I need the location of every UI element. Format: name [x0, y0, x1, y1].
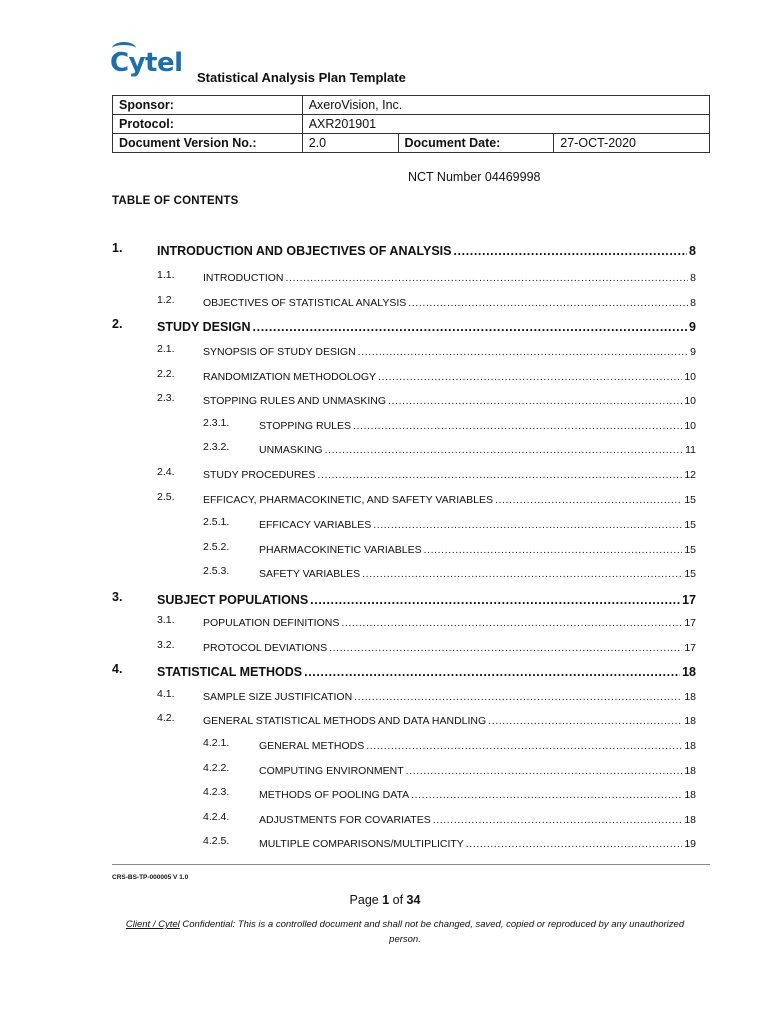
toc-entry-number: 4.2.1.	[203, 737, 230, 749]
toc-leader-dots	[317, 469, 682, 481]
toc-leader-dots	[304, 665, 680, 679]
toc-entry-title: STATISTICAL METHODS	[157, 665, 303, 679]
toc-entry-4-2[interactable]	[157, 712, 696, 727]
toc-entry-page: 18	[684, 691, 696, 703]
toc-entry-title: METHODS OF POOLING DATA	[259, 789, 410, 801]
document-info-table	[112, 95, 710, 153]
toc-entry-title: PHARMACOKINETIC VARIABLES	[259, 544, 422, 556]
toc-entry-number: 4.2.4.	[203, 811, 230, 823]
toc-entry-title: SAMPLE SIZE JUSTIFICATION	[203, 691, 353, 703]
toc-entry-number: 2.2.	[157, 368, 175, 380]
toc-entry-title: RANDOMIZATION METHODOLOGY	[203, 371, 377, 383]
toc-leader-dots	[341, 617, 682, 629]
toc-leader-dots	[406, 765, 683, 777]
toc-entry-title: EFFICACY, PHARMACOKINETIC, AND SAFETY VARIABLES	[203, 494, 493, 506]
toc-entry-title: STUDY PROCEDURES	[203, 469, 316, 481]
toc-entry-page: 18	[684, 765, 696, 777]
toc-entry-2-4[interactable]	[157, 466, 696, 481]
toc-entry-2-3-2[interactable]	[203, 441, 696, 456]
toc-entry-page: 9	[690, 346, 696, 358]
toc-leader-dots	[353, 420, 682, 432]
toc-entry-title: SAFETY VARIABLES	[259, 568, 361, 580]
page-number	[0, 893, 770, 907]
toc-entry-4-2-2[interactable]	[203, 762, 696, 777]
toc-entry-page: 17	[684, 642, 696, 654]
toc-leader-dots	[358, 346, 688, 358]
cytel-logo	[110, 46, 182, 80]
toc-entry-1-1[interactable]	[157, 269, 696, 284]
toc-entry-page: 15	[684, 494, 696, 506]
toc-entry-page: 18	[682, 665, 696, 679]
toc-entry-number: 1.1.	[157, 269, 175, 281]
toc-entry-page: 18	[684, 740, 696, 752]
toc-entry-page: 8	[690, 272, 696, 284]
footer-document-code: CRS-BS-TP-000005 V 1.0	[112, 874, 189, 881]
logo-text: Cytel	[110, 48, 183, 78]
toc-leader-dots	[495, 494, 682, 506]
page-current: 1	[382, 893, 390, 907]
toc-entry-page: 10	[684, 371, 696, 383]
protocol-label: Protocol:	[113, 115, 303, 134]
toc-entry-4[interactable]	[112, 662, 696, 679]
toc-leader-dots	[325, 444, 684, 456]
toc-entry-number: 2.5.2.	[203, 541, 230, 553]
toc-entry-title: SUBJECT POPULATIONS	[157, 593, 309, 607]
toc-entry-1-2[interactable]	[157, 294, 696, 309]
toc-entry-title: GENERAL METHODS	[259, 740, 365, 752]
toc-entry-page: 18	[684, 715, 696, 727]
toc-entry-number: 2.1.	[157, 343, 175, 355]
protocol-value: AXR201901	[302, 115, 709, 134]
nct-number: NCT Number 04469998	[408, 170, 541, 184]
toc-entry-title: COMPUTING ENVIRONMENT	[259, 765, 404, 777]
toc-heading: TABLE OF CONTENTS	[112, 195, 239, 207]
footer-divider	[112, 864, 710, 865]
date-value: 27-OCT-2020	[554, 134, 710, 153]
toc-entry-title: ADJUSTMENTS FOR COVARIATES	[259, 814, 431, 826]
toc-entry-title: PROTOCOL DEVIATIONS	[203, 642, 328, 654]
toc-entry-page: 18	[684, 789, 696, 801]
toc-entry-number: 1.2.	[157, 294, 175, 306]
toc-leader-dots	[362, 568, 682, 580]
toc-entry-3-1[interactable]	[157, 614, 696, 629]
toc-entry-number: 2.3.2.	[203, 441, 230, 453]
toc-entry-4-2-1[interactable]	[203, 737, 696, 752]
toc-leader-dots	[424, 544, 683, 556]
toc-entry-title: SYNOPSIS OF STUDY DESIGN	[203, 346, 356, 358]
toc-leader-dots	[366, 740, 682, 752]
toc-entry-2-5-2[interactable]	[203, 541, 696, 556]
toc-entry-page: 10	[684, 395, 696, 407]
toc-leader-dots	[408, 297, 688, 309]
page-of: of	[389, 893, 407, 907]
toc-entry-title: EFFICACY VARIABLES	[259, 519, 372, 531]
sponsor-label: Sponsor:	[113, 96, 303, 115]
toc-leader-dots	[354, 691, 682, 703]
toc-entry-2-5-1[interactable]	[203, 516, 696, 531]
toc-entry-2-3-1[interactable]	[203, 417, 696, 432]
toc-leader-dots	[286, 272, 689, 284]
toc-entry-number: 2.3.	[157, 392, 175, 404]
toc-entry-page: 8	[690, 297, 696, 309]
protocol-row	[113, 115, 710, 134]
toc-entry-page: 8	[689, 244, 696, 258]
version-row	[113, 134, 710, 153]
toc-entry-title: UNMASKING	[259, 444, 323, 456]
toc-entry-2-5-3[interactable]	[203, 565, 696, 580]
toc-leader-dots	[453, 244, 687, 258]
toc-entry-number: 2.5.1.	[203, 516, 230, 528]
toc-entry-number: 2.5.	[157, 491, 175, 503]
toc-entry-page: 10	[684, 420, 696, 432]
toc-leader-dots	[378, 371, 682, 383]
toc-entry-4-2-4[interactable]	[203, 811, 696, 826]
toc-entry-1[interactable]	[112, 241, 696, 258]
toc-entry-2-2[interactable]	[157, 368, 696, 383]
toc-entry-3-2[interactable]	[157, 639, 696, 654]
toc-entry-2-3[interactable]	[157, 392, 696, 407]
toc-leader-dots	[253, 320, 688, 334]
toc-entry-number: 4.1.	[157, 688, 175, 700]
toc-entry-page: 15	[684, 519, 696, 531]
toc-entry-title: MULTIPLE COMPARISONS/MULTIPLICITY	[259, 838, 464, 850]
date-label: Document Date:	[398, 134, 554, 153]
confidentiality-notice	[112, 917, 698, 947]
logo-swoosh-icon	[112, 42, 136, 55]
toc-leader-dots	[388, 395, 682, 407]
toc-entry-2-5[interactable]	[157, 491, 696, 506]
page-prefix: Page	[349, 893, 383, 907]
toc-entry-2[interactable]	[112, 317, 696, 334]
toc-entry-title: STOPPING RULES	[259, 420, 351, 432]
toc-entry-page: 18	[684, 814, 696, 826]
toc-leader-dots	[373, 519, 682, 531]
toc-entry-number: 3.	[112, 590, 123, 604]
toc-leader-dots	[433, 814, 683, 826]
version-value: 2.0	[302, 134, 398, 153]
toc-leader-dots	[310, 593, 680, 607]
sponsor-value: AxeroVision, Inc.	[302, 96, 709, 115]
toc-entry-number: 2.	[112, 317, 123, 331]
confidential-client: Client / Cytel	[125, 919, 180, 930]
toc-entry-number: 4.2.3.	[203, 786, 230, 798]
toc-entry-page: 12	[684, 469, 696, 481]
toc-entry-number: 2.4.	[157, 466, 175, 478]
toc-entry-title: STOPPING RULES AND UNMASKING	[203, 395, 387, 407]
toc-entry-number: 1.	[112, 241, 123, 255]
toc-entry-number: 2.3.1.	[203, 417, 230, 429]
toc-leader-dots	[466, 838, 683, 850]
toc-entry-number: 3.2.	[157, 639, 175, 651]
toc-entry-page: 17	[682, 593, 696, 607]
toc-entry-title: OBJECTIVES OF STATISTICAL ANALYSIS	[203, 297, 407, 309]
toc-entry-page: 17	[684, 617, 696, 629]
toc-entry-number: 2.5.3.	[203, 565, 230, 577]
toc-entry-page: 15	[684, 544, 696, 556]
toc-leader-dots	[411, 789, 682, 801]
toc-entry-title: STUDY DESIGN	[157, 320, 251, 334]
toc-entry-page: 15	[684, 568, 696, 580]
toc-entry-number: 4.2.	[157, 712, 175, 724]
toc-entry-page: 19	[684, 838, 696, 850]
toc-leader-dots	[329, 642, 682, 654]
toc-entry-2-1[interactable]	[157, 343, 696, 358]
toc-entry-title: GENERAL STATISTICAL METHODS AND DATA HANDLING	[203, 715, 487, 727]
toc-entry-number: 4.2.2.	[203, 762, 230, 774]
confidential-text: Confidential: This is a controlled document and shall not be changed, saved, copied or reproduced by any unauthorized person.	[179, 919, 685, 945]
toc-entry-number: 3.1.	[157, 614, 175, 626]
toc-entry-4-2-5[interactable]	[203, 835, 696, 850]
toc-leader-dots	[488, 715, 682, 727]
toc-entry-4-2-3[interactable]	[203, 786, 696, 801]
toc-entry-page: 11	[685, 444, 696, 456]
toc-entry-title: POPULATION DEFINITIONS	[203, 617, 340, 629]
document-title: Statistical Analysis Plan Template	[197, 70, 406, 85]
toc-entry-4-1[interactable]	[157, 688, 696, 703]
toc-entry-title: INTRODUCTION	[203, 272, 284, 284]
toc-entry-number: 4.	[112, 662, 123, 676]
page-total: 34	[406, 893, 421, 907]
sponsor-row	[113, 96, 710, 115]
toc-entry-3[interactable]	[112, 590, 696, 607]
toc-entry-number: 4.2.5.	[203, 835, 230, 847]
version-label: Document Version No.:	[113, 134, 303, 153]
toc-entry-page: 9	[689, 320, 696, 334]
toc-entry-title: INTRODUCTION AND OBJECTIVES OF ANALYSIS	[157, 244, 452, 258]
